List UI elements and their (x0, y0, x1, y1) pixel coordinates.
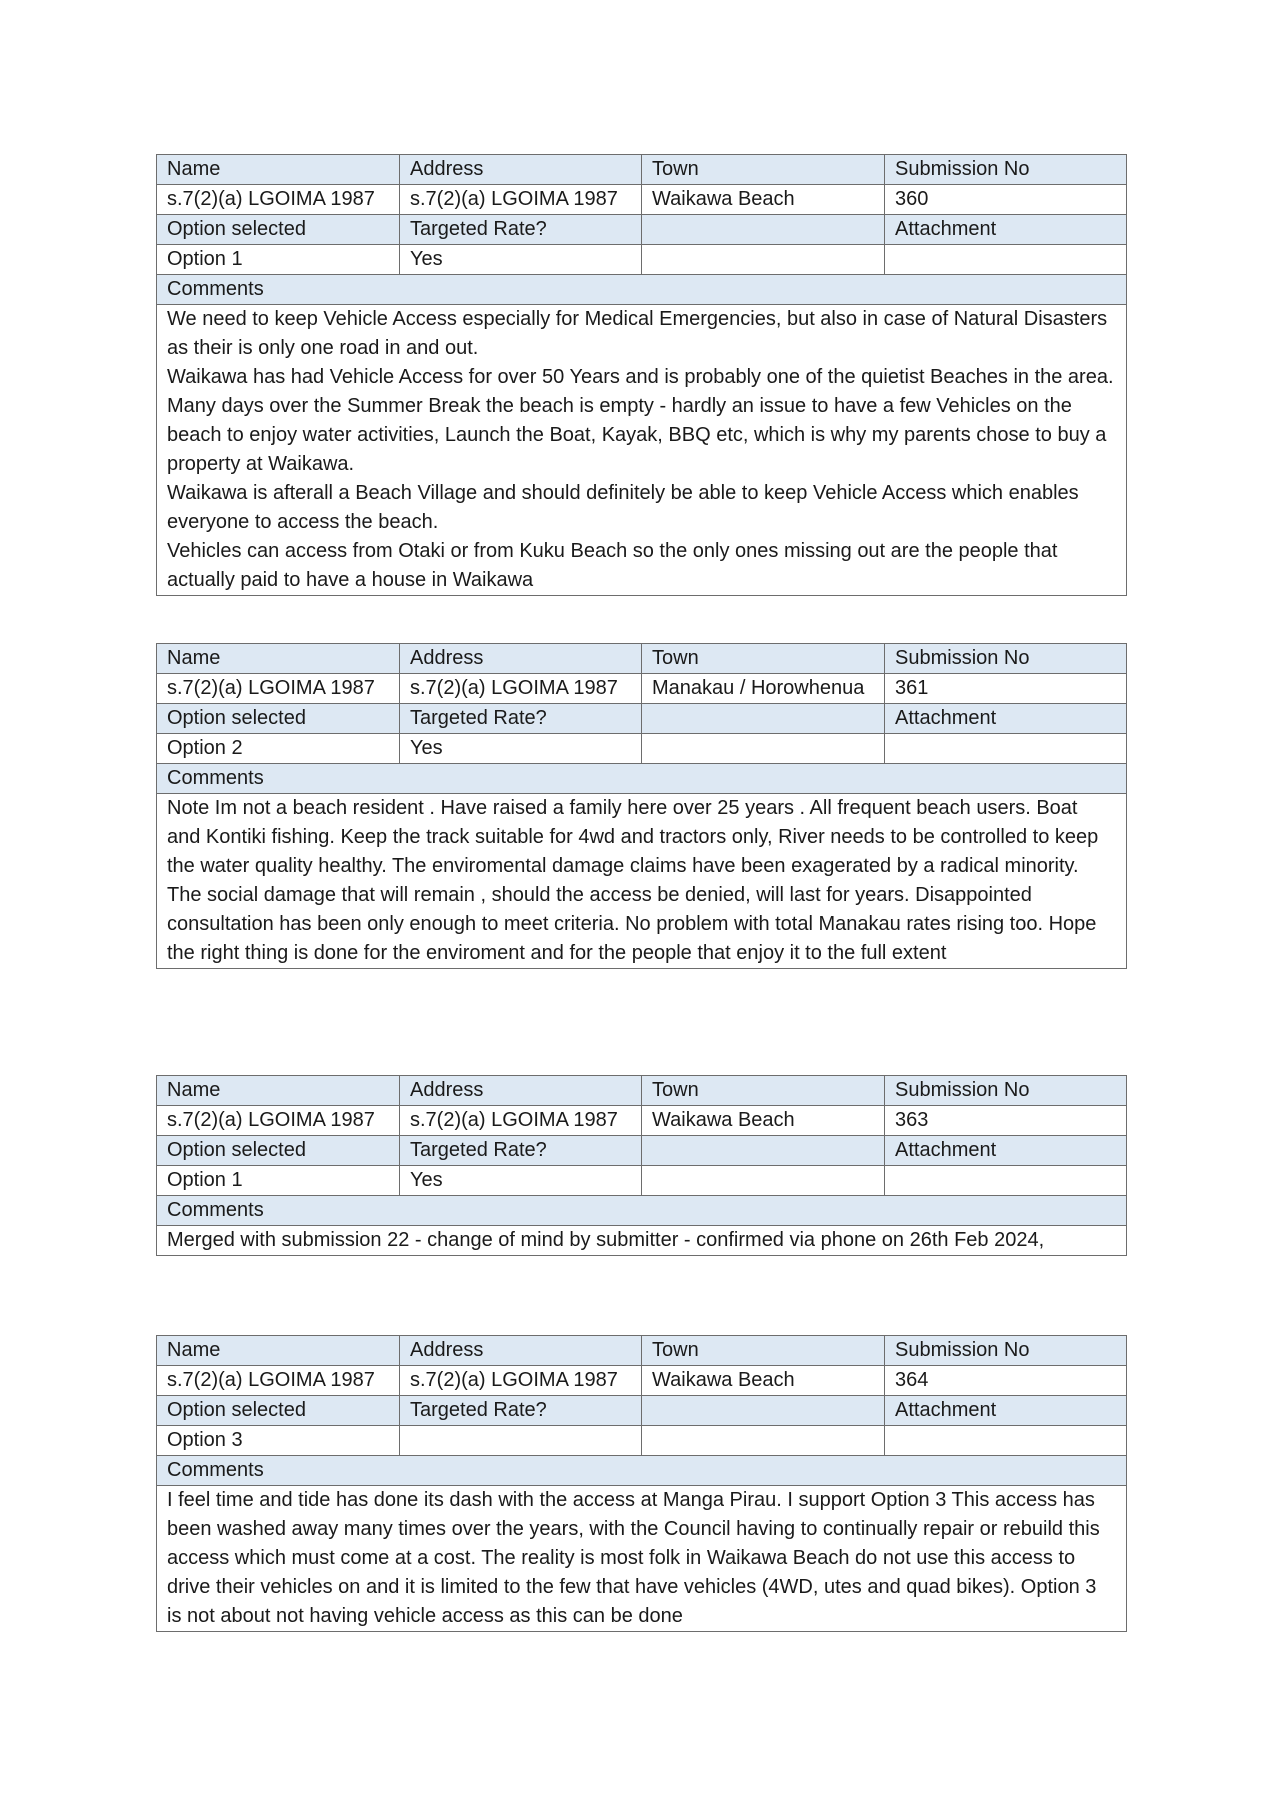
targeted-rate-value: Yes (400, 245, 642, 275)
address-value: s.7(2)(a) LGOIMA 1987 (400, 1366, 642, 1396)
town-value: Waikawa Beach (642, 1366, 885, 1396)
submission-no-label: Submission No (885, 1336, 1127, 1366)
address-value: s.7(2)(a) LGOIMA 1987 (400, 674, 642, 704)
targeted-rate-label: Targeted Rate? (400, 1136, 642, 1166)
submission-no-value: 361 (885, 674, 1127, 704)
comments-row (157, 1486, 1127, 1632)
empty-cell (642, 245, 885, 275)
attachment-label: Attachment (885, 704, 1127, 734)
submission-no-value: 360 (885, 185, 1127, 215)
details-row (157, 1366, 1127, 1396)
comments-header-row (157, 1456, 1127, 1486)
submission-no-label: Submission No (885, 1076, 1127, 1106)
header-row (157, 644, 1127, 674)
comments-header-row (157, 764, 1127, 794)
targeted-rate-label: Targeted Rate? (400, 215, 642, 245)
details-row (157, 185, 1127, 215)
comments-header-row (157, 275, 1127, 305)
town-label: Town (642, 155, 885, 185)
details-row (157, 674, 1127, 704)
comment-paragraph: Merged with submission 22 - change of mind by submitter - confirmed via phone on 26th Feb 2024, (167, 1229, 1045, 1251)
comments-row (157, 794, 1127, 969)
submission-no-value: 364 (885, 1366, 1127, 1396)
attachment-value (885, 734, 1127, 764)
address-label: Address (400, 155, 642, 185)
option-header-row (157, 1136, 1127, 1166)
comments-body (157, 794, 1127, 969)
name-value: s.7(2)(a) LGOIMA 1987 (157, 1366, 400, 1396)
comments-body (157, 1226, 1127, 1256)
submission-table (156, 643, 1127, 969)
name-label: Name (157, 644, 400, 674)
address-label: Address (400, 644, 642, 674)
submission-table (156, 1075, 1127, 1256)
option-selected-label: Option selected (157, 1396, 400, 1426)
submission-no-label: Submission No (885, 644, 1127, 674)
comments-label: Comments (157, 275, 1127, 305)
option-row (157, 245, 1127, 275)
name-label: Name (157, 1076, 400, 1106)
comments-label: Comments (157, 1196, 1127, 1226)
address-value: s.7(2)(a) LGOIMA 1987 (400, 1106, 642, 1136)
attachment-label: Attachment (885, 215, 1127, 245)
submission-table (156, 154, 1127, 596)
town-value: Waikawa Beach (642, 185, 885, 215)
attachment-value (885, 1166, 1127, 1196)
name-label: Name (157, 155, 400, 185)
header-row (157, 1076, 1127, 1106)
header-row (157, 1336, 1127, 1366)
attachment-label: Attachment (885, 1396, 1127, 1426)
attachment-value (885, 245, 1127, 275)
empty-cell (642, 215, 885, 245)
empty-cell (642, 734, 885, 764)
attachment-label: Attachment (885, 1136, 1127, 1166)
empty-cell (642, 704, 885, 734)
option-selected-label: Option selected (157, 1136, 400, 1166)
details-row (157, 1106, 1127, 1136)
option-value: Option 3 (157, 1426, 400, 1456)
comment-paragraph: We need to keep Vehicle Access especially for Medical Emergencies, but also in case of Natural Disasters as their is only one road in and out. (167, 308, 1108, 359)
option-row (157, 1426, 1127, 1456)
address-value: s.7(2)(a) LGOIMA 1987 (400, 185, 642, 215)
targeted-rate-value (400, 1426, 642, 1456)
option-header-row (157, 704, 1127, 734)
town-label: Town (642, 1076, 885, 1106)
submission-no-value: 363 (885, 1106, 1127, 1136)
header-row (157, 155, 1127, 185)
option-header-row (157, 1396, 1127, 1426)
attachment-value (885, 1426, 1127, 1456)
address-label: Address (400, 1336, 642, 1366)
empty-cell (642, 1136, 885, 1166)
town-value: Manakau / Horowhenua (642, 674, 885, 704)
option-row (157, 1166, 1127, 1196)
comments-body (157, 1486, 1127, 1632)
targeted-rate-label: Targeted Rate? (400, 1396, 642, 1426)
comment-paragraph: Waikawa is afterall a Beach Village and should definitely be able to keep Vehicle Access which enables everyone to access the beach. (167, 482, 1079, 533)
name-value: s.7(2)(a) LGOIMA 1987 (157, 1106, 400, 1136)
submission-table (156, 1335, 1127, 1632)
comment-paragraph: Waikawa has had Vehicle Access for over 50 Years and is probably one of the quietist Beaches in the area. Many days over the Summer Break the beach is empty - hardly an issue to have a few Vehicles on the beach to enjoy water activities, Launch the Boat, Kayak, BBQ etc, which is why my parents chose to buy a property at Waikawa. (167, 366, 1114, 475)
town-value: Waikawa Beach (642, 1106, 885, 1136)
address-label: Address (400, 1076, 642, 1106)
empty-cell (642, 1396, 885, 1426)
empty-cell (642, 1426, 885, 1456)
comments-body (157, 305, 1127, 596)
name-value: s.7(2)(a) LGOIMA 1987 (157, 185, 400, 215)
option-value: Option 2 (157, 734, 400, 764)
comments-row (157, 1226, 1127, 1256)
option-header-row (157, 215, 1127, 245)
comments-row (157, 305, 1127, 596)
comments-header-row (157, 1196, 1127, 1226)
option-row (157, 734, 1127, 764)
name-value: s.7(2)(a) LGOIMA 1987 (157, 674, 400, 704)
submission-no-label: Submission No (885, 155, 1127, 185)
comment-paragraph: Note Im not a beach resident . Have raised a family here over 25 years . All frequent beach users. Boat and Kontiki fishing. Keep the track suitable for 4wd and tractors only, River needs to be controlled to keep the water quality healthy. The enviromental damage claims have been exagerated by a radical minority. The social damage that will remain , should the access be denied, will last for years. Disappointed consultation has been only enough to meet criteria. No problem with total Manakau rates rising too. Hope the right thing is done for the enviroment and for the people that enjoy it to the full extent (167, 797, 1099, 964)
targeted-rate-label: Targeted Rate? (400, 704, 642, 734)
comments-label: Comments (157, 1456, 1127, 1486)
targeted-rate-value: Yes (400, 1166, 642, 1196)
option-selected-label: Option selected (157, 704, 400, 734)
comments-label: Comments (157, 764, 1127, 794)
name-label: Name (157, 1336, 400, 1366)
option-value: Option 1 (157, 245, 400, 275)
comment-paragraph: Vehicles can access from Otaki or from Kuku Beach so the only ones missing out are the people that actually paid to have a house in Waikawa (167, 540, 1058, 591)
town-label: Town (642, 644, 885, 674)
empty-cell (642, 1166, 885, 1196)
targeted-rate-value: Yes (400, 734, 642, 764)
option-selected-label: Option selected (157, 215, 400, 245)
option-value: Option 1 (157, 1166, 400, 1196)
town-label: Town (642, 1336, 885, 1366)
comment-paragraph: I feel time and tide has done its dash with the access at Manga Pirau. I support Option 3 This access has been washed away many times over the years, with the Council having to continually repair or rebuild this access which must come at a cost. The reality is most folk in Waikawa Beach do not use this access to drive their vehicles on and it is limited to the few that have vehicles (4WD, utes and quad bikes). Option 3 is not about not having vehicle access as this can be done (167, 1489, 1100, 1627)
